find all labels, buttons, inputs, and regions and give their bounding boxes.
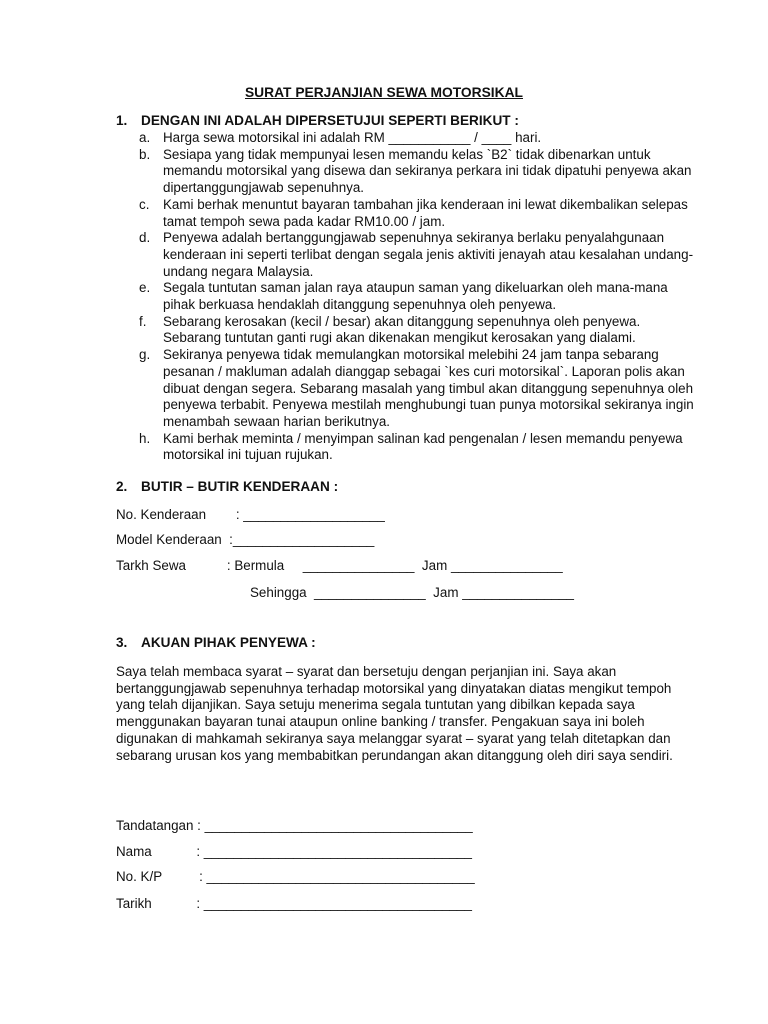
section-3-title: AKUAN PIHAK PENYEWA : [141,635,316,650]
section-2-title: BUTIR – BUTIR KENDERAAN : [141,479,339,494]
signature-line: Tandatangan : ____________________________________ [116,818,473,833]
term-text: Harga sewa motorsikal ini adalah RM ___________ / ____ hari. [163,130,542,145]
name-line: Nama : ____________________________________ [116,844,472,859]
term-letter: b. [139,146,151,162]
term-letter: d. [139,230,151,246]
term-letter: h. [139,430,151,446]
term-text: Penyewa adalah bertanggungjawab sepenuhnya sekiranya berlaku penyalahgunaan kenderaan ini seperti terlibat dengan segala jenis aktiviti jenayah atau kesalahan undang-undang negara Malaysia. [163,230,694,279]
section-1-number: 1. [116,113,128,128]
term-letter: e. [139,280,151,296]
section-1-heading [116,113,519,128]
term-item [139,130,699,147]
section-2-number: 2. [116,479,128,494]
term-text: Sesiapa yang tidak mempunyai lesen memandu kelas `B2` tidak dibenarkan untuk memandu motorsikal yang disewa dan sekiranya perkara ini tidak dipatuhi penyewa akan dipertanggungjawab sepenuhnya. [163,146,692,196]
term-letter: c. [139,196,150,212]
section-3-heading [116,635,316,650]
rental-end-field: Sehingga _______________ Jam _______________ [250,585,574,600]
section-3-number: 3. [116,635,128,650]
ic-number-line: No. K/P : ____________________________________ [116,869,475,884]
declaration-paragraph: Saya telah membaca syarat – syarat dan bersetuju dengan perjanjian ini. Saya akan bertanggungjawab sepenuhnya terhadap motorsikal yang dinyatakan diatas mengikut tempoh yang telah dijanjikan. Saya setuju menerima segala tuntutan yang dibilkan kepada saya menggunakan bayaran tunai ataupun online banking / transfer. Pengakuan saya ini boleh digunakan di mahkamah sekiranya saya melanggar syarat – syarat yang telah ditetapkan dan sebarang urusan kos yang membabitkan perundangan akan ditanggung oleh diri saya sendiri. [116,664,673,763]
term-item [139,230,699,280]
term-text: Sekiranya penyewa tidak memulangkan motorsikal melebihi 24 jam tanpa sebarang pesanan / makluman adalah dianggap sebagai `kes curi motorsikal`. Laporan polis akan dibuat dengan segera. Sebarang masalah yang timbul akan ditanggung sepenuhnya oleh penyewa terbabit. Penyewa mestilah menghubungi tuan punya motorsikal sekiranya ingin menambah sewaan harian berikutnya. [163,347,694,429]
term-text: Kami berhak meminta / menyimpan salinan kad pengenalan / lesen memandu penyewa motorsikal ini tujuan rujukan. [163,430,683,463]
term-letter: f. [139,313,147,329]
document-title: SURAT PERJANJIAN SEWA MOTORSIKAL [244,85,523,100]
vehicle-model-field: Model Kenderaan :___________________ [116,532,375,547]
term-text: Kami berhak menuntut bayaran tambahan jika kenderaan ini lewat dikembalikan selepas tamat tempoh sewa pada kadar RM10.00 / jam. [163,196,688,229]
section-2-heading [116,479,338,494]
rental-start-field: Tarkh Sewa : Bermula _______________ Jam _______________ [116,558,563,573]
term-item [139,347,699,431]
term-item [139,280,699,313]
term-text: Sebarang kerosakan (kecil / besar) akan ditanggung sepenuhnya oleh penyewa. Sebarang tuntutan ganti rugi akan dikenakan mengikut kerosakan yang dialami. [163,313,641,346]
term-letter: g. [139,347,151,363]
section-1-title: DENGAN INI ADALAH DIPERSETUJUI SEPERTI BERIKUT : [141,113,519,128]
date-line: Tarikh : ____________________________________ [116,896,472,911]
term-item [139,197,699,230]
term-text: Segala tuntutan saman jalan raya ataupun saman yang dikeluarkan oleh mana-mana pihak berkuasa hendaklah ditanggung sepenuhnya oleh penyewa. [163,280,668,313]
term-letter: a. [139,130,151,145]
vehicle-number-field: No. Kenderaan : ___________________ [116,507,385,522]
term-item [139,431,699,464]
term-item [139,147,699,197]
terms-list [139,130,699,464]
term-item [139,314,699,347]
